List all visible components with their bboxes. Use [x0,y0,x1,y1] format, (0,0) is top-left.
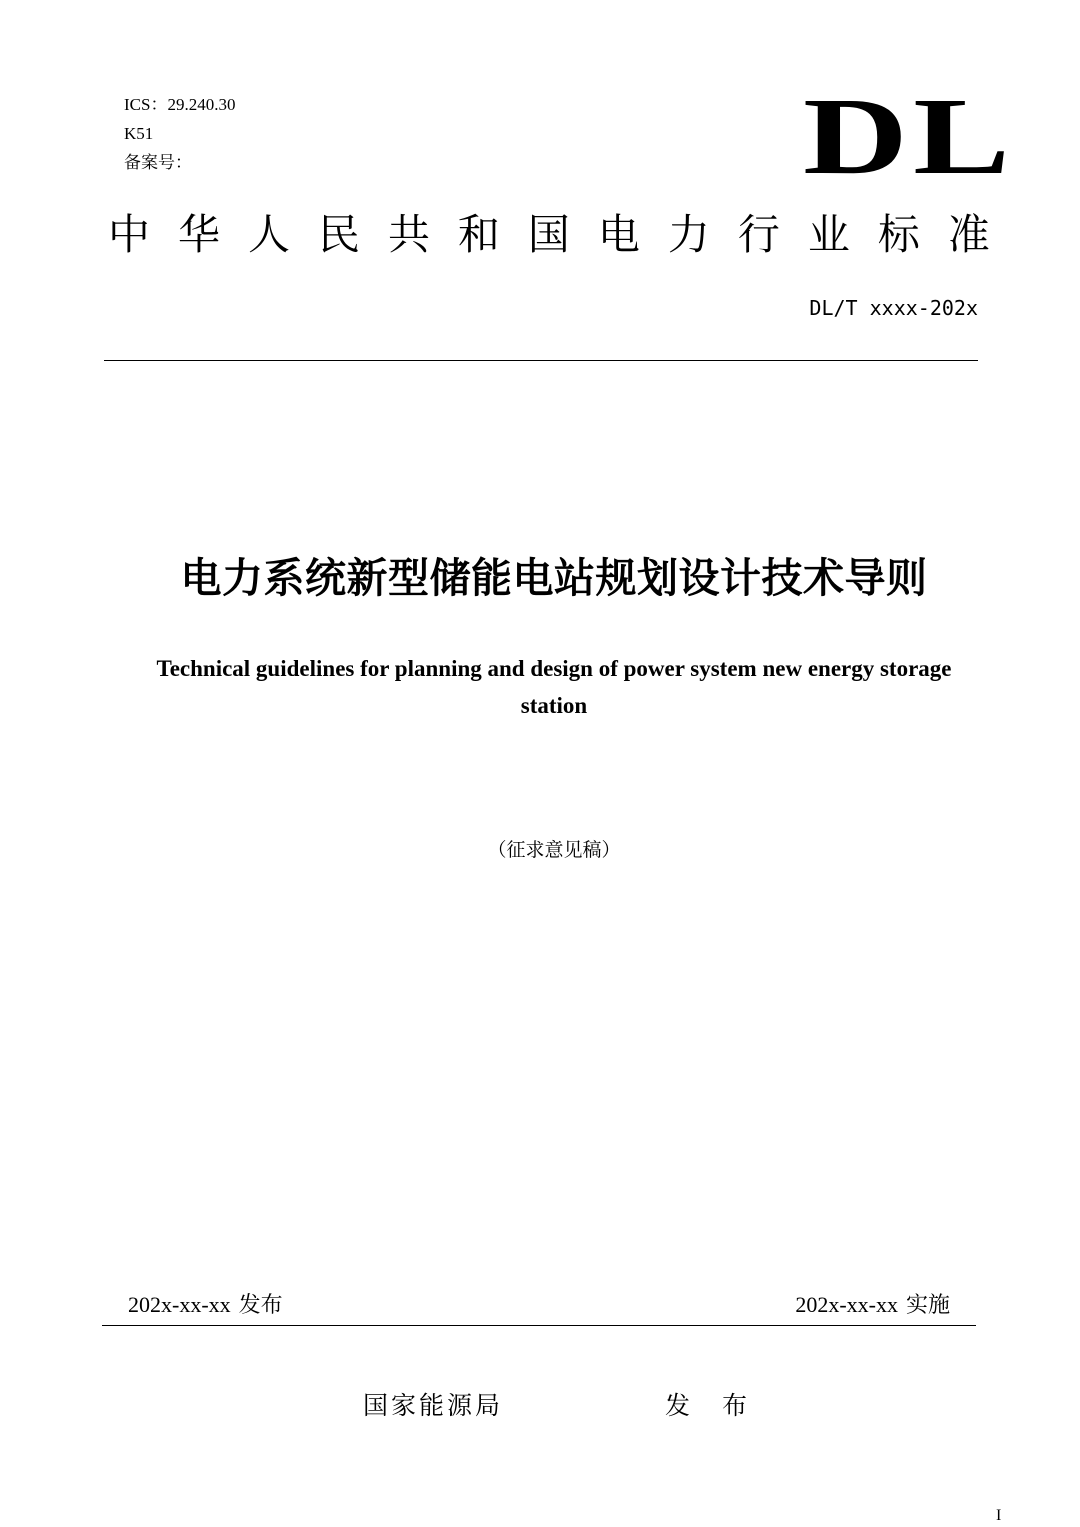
classification-code: K51 [124,124,154,143]
title-char: 民 [317,210,360,259]
title-char: 华 [177,210,220,259]
issuing-authority: 国家能源局 [363,1391,504,1420]
document-title-chinese: 电力系统新型储能电站规划设计技术导则 [180,554,928,602]
implement-label: 实施 [905,1293,950,1318]
title-char: 共 [387,210,430,259]
title-char: 中 [108,210,151,259]
title-char: 准 [947,210,990,259]
header-divider [104,360,978,361]
footer-divider [102,1325,976,1326]
document-title-english: Technical guidelines for planning and design of power system new energy storage station [156,656,952,718]
issue-date-line [128,1290,283,1321]
issue-label: 发布 [238,1293,283,1318]
implement-date: 202x-xx-xx [795,1292,898,1317]
draft-status: （征求意见稿） [487,839,621,861]
title-char: 人 [247,210,290,259]
record-number-label: 备案号： [124,153,192,172]
title-char: 行 [737,210,780,259]
title-char: 标 [877,210,920,259]
title-char: 和 [457,210,500,259]
standard-number: DL/T xxxx-202x [809,296,978,320]
page-number: I [996,1507,1002,1524]
ics-code: ICS：29.240.30 [124,95,236,114]
issue-date: 202x-xx-xx [128,1292,231,1317]
title-char: 电 [597,210,640,259]
publish-label: 发 布 [665,1391,759,1420]
implement-date-line [795,1290,950,1321]
dl-logo: DL [803,75,1016,197]
title-char: 业 [807,210,850,259]
title-char: 力 [667,210,710,259]
title-char: 国 [527,210,570,259]
national-standard-title [108,210,990,260]
